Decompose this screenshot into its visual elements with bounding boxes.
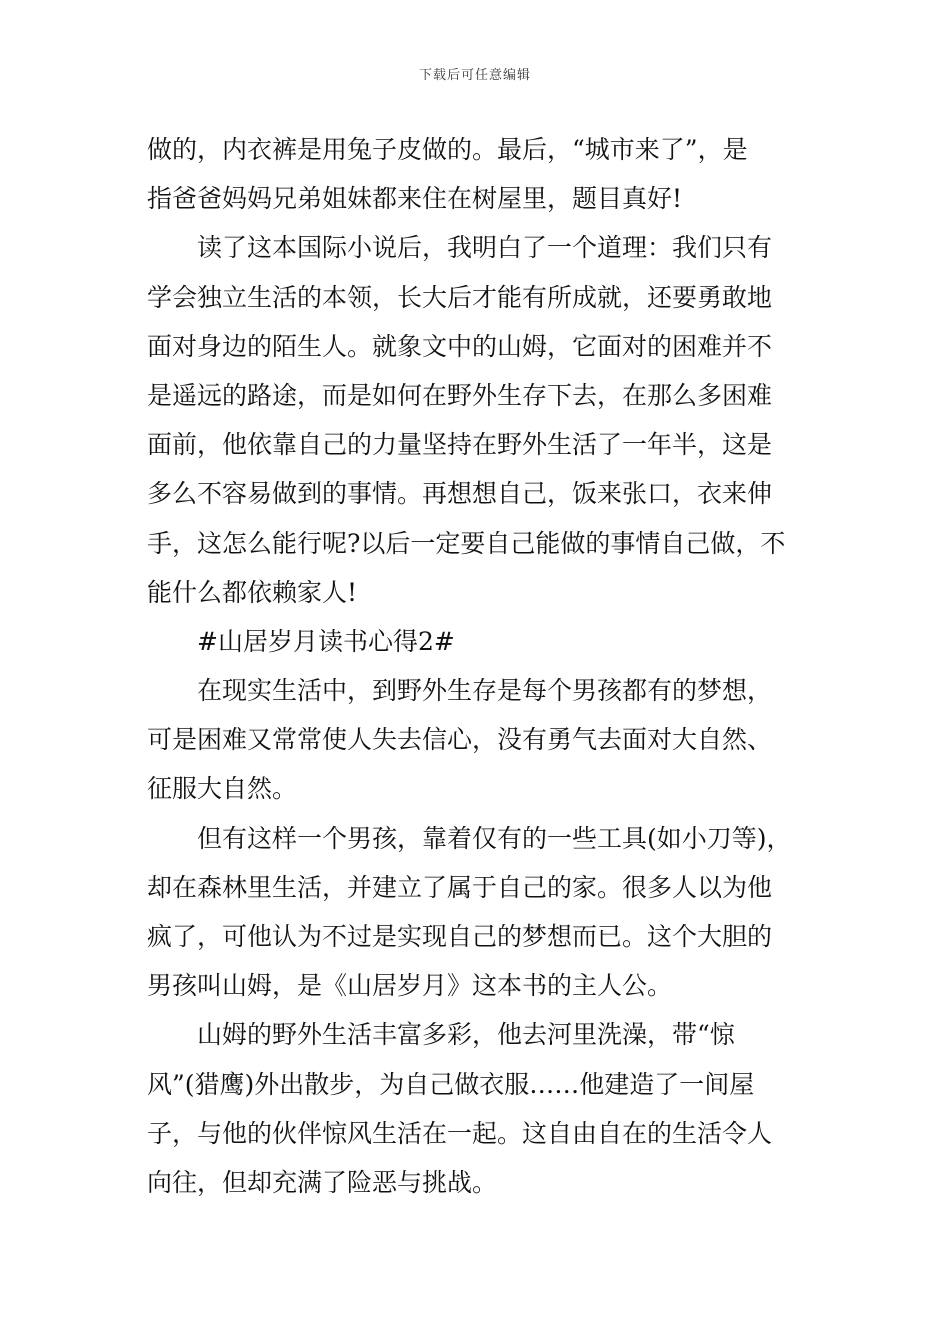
document-body — [147, 125, 807, 1207]
text-line: 是遥远的路途，而是如何在野外生存下去，在那么多困难 — [147, 380, 773, 410]
text-line: 能什么都依赖家人! — [147, 577, 358, 607]
text-line: 读了这本国际小说后，我明白了一个道理：我们只有 — [197, 233, 773, 263]
text-line: 面前，他依靠自己的力量坚持在野外生活了一年半，这是 — [147, 430, 773, 460]
text-line: 风”(猎鹰)外出散步，为自己做衣服……他建造了一间屋 — [147, 1069, 755, 1099]
text-line: 手，这怎么能行呢?以后一定要自己能做的事情自己做，不 — [147, 528, 786, 558]
text-line: 却在森林里生活，并建立了属于自己的家。很多人以为他 — [147, 872, 773, 902]
text-line: 指爸爸妈妈兄弟姐妹都来住在树屋里，题目真好! — [147, 184, 683, 214]
text-line: 但有这样一个男孩，靠着仅有的一些工具(如小刀等)， — [197, 823, 792, 853]
text-line: 征服大自然。 — [147, 774, 298, 804]
text-line: 男孩叫山姆，是《山居岁月》这本书的主人公。 — [147, 971, 673, 1001]
text-line: 学会独立生活的本领，长大后才能有所成就，还要勇敢地 — [147, 282, 773, 312]
text-line: 多么不容易做到的事情。再想想自己，饭来张口，衣来伸 — [147, 479, 773, 509]
text-line: 做的，内衣裤是用兔子皮做的。最后，“城市来了”，是 — [147, 135, 748, 164]
text-line: 在现实生活中，到野外生存是每个男孩都有的梦想， — [197, 676, 773, 706]
text-line: 疯了，可他认为不过是实现自己的梦想而已。这个大胆的 — [147, 922, 773, 951]
text-line: 子，与他的伙伴惊风生活在一起。这自由自在的生活令人 — [147, 1118, 773, 1148]
text-line: 山姆的野外生活丰富多彩，他去河里洗澡，带“惊 — [197, 1020, 735, 1050]
text-line: 可是困难又常常使人失去信心，没有勇气去面对大自然、 — [147, 725, 773, 755]
text-line: #山居岁月读书心得2# — [197, 626, 455, 656]
text-line: 向往，但却充满了险恶与挑战。 — [147, 1167, 498, 1197]
page-header: 下载后可任意编辑 — [418, 68, 531, 83]
text-line: 面对身边的陌生人。就象文中的山姆，它面对的困难并不 — [147, 331, 773, 361]
